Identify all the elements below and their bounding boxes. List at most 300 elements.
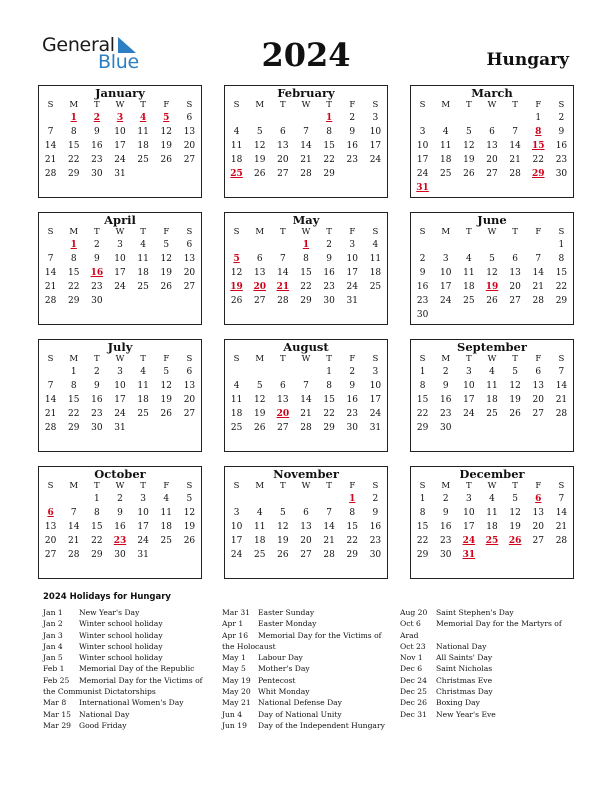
day-cell: 11 xyxy=(137,127,149,137)
day-cell: 1 xyxy=(70,367,77,377)
day-cell: 16 xyxy=(114,522,126,532)
weekday-header: T xyxy=(466,481,472,491)
week-row xyxy=(225,280,387,294)
holiday-item xyxy=(222,630,392,653)
day-cell: 23 xyxy=(439,409,452,419)
weekday-header: W xyxy=(115,100,125,110)
holiday-item xyxy=(222,652,392,663)
day-cell: 14 xyxy=(509,141,521,151)
day-cell: 5 xyxy=(186,494,193,504)
holiday-day-cell: 19 xyxy=(230,282,243,292)
week-row xyxy=(411,520,573,534)
empty-day-cell xyxy=(527,308,550,322)
day-cell: 4 xyxy=(140,240,146,250)
holiday-name: Winter school holiday xyxy=(79,641,163,651)
day-cell: 25 xyxy=(463,296,475,306)
day-cell: 7 xyxy=(558,367,565,377)
weekday-header: S xyxy=(419,354,426,364)
empty-day-cell xyxy=(248,238,271,252)
holiday-day-cell: 6 xyxy=(47,508,54,518)
empty-day-cell xyxy=(62,492,85,506)
holiday-item xyxy=(400,697,570,708)
day-cell: 23 xyxy=(91,282,103,292)
holiday-item xyxy=(43,663,213,674)
day-cell: 22 xyxy=(323,409,335,419)
holiday-name: All Saints' Day xyxy=(436,653,493,663)
weekday-header: T xyxy=(140,227,146,237)
weekday-header: W xyxy=(487,354,497,364)
weekday-header: F xyxy=(349,100,356,110)
week-row xyxy=(411,365,573,379)
day-cell: 19 xyxy=(463,155,475,165)
empty-day-cell xyxy=(504,238,527,252)
logo-text-general: General xyxy=(42,34,115,56)
week-row xyxy=(39,266,201,280)
empty-day-cell xyxy=(504,548,527,562)
day-cell: 27 xyxy=(509,296,521,306)
weekday-header: S xyxy=(419,481,426,491)
day-cell: 25 xyxy=(137,409,149,419)
week-row xyxy=(39,111,201,125)
week-row xyxy=(225,492,387,506)
weekday-header: S xyxy=(186,481,193,491)
holiday-date: Dec 31 xyxy=(400,709,427,719)
day-cell: 9 xyxy=(117,508,123,518)
week-row xyxy=(411,379,573,393)
day-cell: 14 xyxy=(44,395,57,405)
holiday-date: Feb 25 xyxy=(43,675,70,685)
holiday-day-cell: 25 xyxy=(485,536,499,546)
empty-day-cell xyxy=(480,421,503,435)
holiday-item xyxy=(43,630,213,641)
day-cell: 28 xyxy=(323,550,335,560)
empty-day-cell xyxy=(411,111,434,125)
holiday-date: May 19 xyxy=(222,675,251,685)
holiday-name: National Day xyxy=(436,641,487,651)
day-cell: 29 xyxy=(323,423,335,433)
day-cell: 16 xyxy=(416,282,429,292)
holiday-name: Memorial Day for the Victims of the Communist Dictatorships xyxy=(43,675,203,697)
day-cell: 10 xyxy=(463,381,475,391)
day-cell: 13 xyxy=(183,127,196,137)
day-cell: 28 xyxy=(532,296,544,306)
weekday-header: W xyxy=(115,227,125,237)
empty-day-cell xyxy=(550,421,573,435)
holiday-date: Dec 25 xyxy=(400,687,427,697)
holiday-date: May 20 xyxy=(222,687,251,697)
week-row xyxy=(39,548,201,562)
day-cell: 11 xyxy=(369,254,382,264)
weekday-header: W xyxy=(301,227,311,237)
day-cell: 27 xyxy=(277,169,289,179)
day-cell: 6 xyxy=(303,508,309,518)
day-cell: 25 xyxy=(253,550,266,560)
day-cell: 5 xyxy=(512,367,518,377)
empty-day-cell xyxy=(527,421,550,435)
holiday-day-cell: 31 xyxy=(416,183,429,193)
weekday-header: S xyxy=(372,354,379,364)
empty-day-cell xyxy=(39,238,62,252)
holiday-day-cell: 24 xyxy=(462,536,476,546)
day-cell: 25 xyxy=(369,282,382,292)
holiday-name: Winter school holiday xyxy=(79,630,163,640)
holiday-day-cell: 3 xyxy=(116,113,124,123)
day-cell: 14 xyxy=(532,268,544,278)
holiday-date: May 1 xyxy=(222,653,246,663)
day-cell: 4 xyxy=(233,381,240,391)
day-cell: 27 xyxy=(300,550,312,560)
day-cell: 15 xyxy=(67,268,80,278)
week-row xyxy=(225,111,387,125)
weekday-header: T xyxy=(326,481,332,491)
day-cell: 11 xyxy=(230,141,243,151)
day-cell: 12 xyxy=(253,395,266,405)
day-cell: 28 xyxy=(555,409,568,419)
month-title: August xyxy=(283,340,329,354)
month-march xyxy=(410,85,574,198)
day-cell: 27 xyxy=(486,169,498,179)
day-cell: 26 xyxy=(463,169,475,179)
weekday-header-row xyxy=(225,354,387,365)
day-cell: 17 xyxy=(230,536,243,546)
weekday-header: T xyxy=(140,100,146,110)
empty-day-cell xyxy=(504,181,527,195)
day-cell: 15 xyxy=(346,522,358,532)
empty-day-cell xyxy=(434,308,457,322)
day-cell: 11 xyxy=(486,381,498,391)
day-cell: 22 xyxy=(532,155,544,165)
day-cell: 24 xyxy=(114,282,126,292)
day-cell: 14 xyxy=(555,381,568,391)
weekday-header: M xyxy=(255,100,265,110)
day-cell: 14 xyxy=(300,395,312,405)
day-cell: 21 xyxy=(323,536,335,546)
week-row xyxy=(225,139,387,153)
day-cell: 20 xyxy=(532,395,544,405)
day-cell: 8 xyxy=(303,254,309,264)
empty-day-cell xyxy=(248,365,271,379)
day-cell: 15 xyxy=(416,395,429,405)
weekday-header: T xyxy=(326,100,332,110)
empty-day-cell xyxy=(39,492,62,506)
week-row xyxy=(39,153,201,167)
day-cell: 2 xyxy=(93,240,100,250)
weekday-header: T xyxy=(94,100,100,110)
day-cell: 8 xyxy=(558,254,565,264)
holiday-date: Mar 8 xyxy=(43,698,67,708)
day-cell: 10 xyxy=(114,381,126,391)
week-row xyxy=(411,294,573,308)
day-cell: 19 xyxy=(183,522,196,532)
day-cell: 17 xyxy=(114,141,126,151)
weekday-header: T xyxy=(512,227,518,237)
empty-day-cell xyxy=(527,181,550,195)
day-cell: 5 xyxy=(256,127,263,137)
day-cell: 29 xyxy=(91,550,103,560)
week-row xyxy=(225,393,387,407)
weekday-header: W xyxy=(487,227,497,237)
day-cell: 2 xyxy=(349,113,356,123)
holiday-day-cell: 31 xyxy=(462,550,476,560)
empty-day-cell xyxy=(248,492,271,506)
holiday-name: Memorial Day for the Martyrs of Arad xyxy=(400,619,562,640)
weekday-header: S xyxy=(233,354,240,364)
weekday-header-row xyxy=(225,481,387,492)
holiday-day-cell: 26 xyxy=(508,536,522,546)
empty-day-cell xyxy=(434,181,457,195)
day-cell: 26 xyxy=(253,423,266,433)
weekday-header: W xyxy=(115,481,125,491)
holiday-item xyxy=(400,652,570,663)
month-may xyxy=(224,212,388,325)
week-row xyxy=(411,266,573,280)
weekday-header-row xyxy=(411,354,573,365)
weekday-header: S xyxy=(186,100,193,110)
day-cell: 29 xyxy=(67,296,80,306)
week-row xyxy=(39,167,201,181)
holiday-day-cell: 2 xyxy=(93,113,100,123)
empty-day-cell xyxy=(271,365,294,379)
week-row xyxy=(411,548,573,562)
weekday-header: T xyxy=(280,354,286,364)
day-cell: 22 xyxy=(416,409,429,419)
holiday-date: Dec 26 xyxy=(400,698,427,708)
month-title: June xyxy=(477,213,507,227)
day-cell: 30 xyxy=(114,550,126,560)
day-cell: 16 xyxy=(369,522,382,532)
holiday-column xyxy=(222,607,392,731)
day-cell: 28 xyxy=(44,423,57,433)
week-row xyxy=(411,181,573,195)
weekday-header: F xyxy=(349,227,356,237)
holiday-list-section xyxy=(43,592,583,730)
weekday-header: T xyxy=(94,227,100,237)
holiday-day-cell: 25 xyxy=(230,169,243,179)
day-cell: 13 xyxy=(277,141,289,151)
weekday-header: T xyxy=(512,100,518,110)
holiday-day-cell: 29 xyxy=(532,169,545,179)
day-cell: 27 xyxy=(183,282,196,292)
day-cell: 24 xyxy=(346,282,358,292)
day-cell: 9 xyxy=(93,127,100,137)
day-cell: 1 xyxy=(419,367,426,377)
holiday-date: Oct 6 xyxy=(400,619,421,629)
weekday-header: S xyxy=(558,227,565,237)
day-cell: 7 xyxy=(535,254,542,264)
day-cell: 15 xyxy=(323,395,335,405)
weekday-header: F xyxy=(163,481,170,491)
day-cell: 18 xyxy=(160,522,172,532)
day-cell: 26 xyxy=(160,282,172,292)
holiday-day-cell: 1 xyxy=(70,113,77,123)
day-cell: 13 xyxy=(486,141,498,151)
day-cell: 8 xyxy=(419,508,426,518)
day-cell: 3 xyxy=(465,494,472,504)
empty-day-cell xyxy=(457,238,480,252)
holiday-date: Dec 6 xyxy=(400,664,423,674)
day-cell: 4 xyxy=(465,254,472,264)
day-cell: 20 xyxy=(486,155,498,165)
holiday-item xyxy=(43,618,213,629)
weekday-header: W xyxy=(301,100,311,110)
day-cell: 6 xyxy=(186,240,193,250)
day-cell: 26 xyxy=(509,409,521,419)
holiday-name: Memorial Day of the Republic xyxy=(79,664,195,674)
empty-day-cell xyxy=(504,308,527,322)
week-row xyxy=(225,167,387,181)
day-cell: 20 xyxy=(509,282,521,292)
day-cell: 4 xyxy=(372,240,379,250)
week-row xyxy=(39,139,201,153)
weekday-header-row xyxy=(39,227,201,238)
holiday-date: Jan 1 xyxy=(43,608,63,617)
week-row xyxy=(411,111,573,125)
week-row xyxy=(225,266,387,280)
month-february xyxy=(224,85,388,198)
day-cell: 21 xyxy=(44,282,57,292)
holiday-item xyxy=(222,709,392,720)
day-cell: 27 xyxy=(532,409,544,419)
empty-day-cell xyxy=(294,365,317,379)
empty-day-cell xyxy=(271,111,294,125)
month-october xyxy=(38,466,202,579)
empty-day-cell xyxy=(457,308,480,322)
weekday-header: F xyxy=(535,227,542,237)
day-cell: 24 xyxy=(439,296,452,306)
week-row xyxy=(225,548,387,562)
day-cell: 5 xyxy=(465,127,472,137)
day-cell: 12 xyxy=(253,141,266,151)
day-cell: 10 xyxy=(369,127,382,137)
day-cell: 13 xyxy=(44,522,57,532)
holiday-day-cell: 4 xyxy=(140,113,147,123)
holiday-day-cell: 1 xyxy=(70,240,77,250)
day-cell: 29 xyxy=(67,169,80,179)
empty-day-cell xyxy=(132,167,155,181)
weekday-header: F xyxy=(163,227,170,237)
day-cell: 13 xyxy=(532,381,544,391)
day-cell: 23 xyxy=(91,155,103,165)
holiday-item xyxy=(43,675,213,698)
month-january xyxy=(38,85,202,198)
day-cell: 7 xyxy=(558,494,565,504)
day-cell: 11 xyxy=(253,522,266,532)
day-cell: 9 xyxy=(326,254,332,264)
day-cell: 12 xyxy=(160,381,172,391)
week-row xyxy=(411,153,573,167)
day-cell: 11 xyxy=(137,254,149,264)
day-cell: 2 xyxy=(372,494,379,504)
day-cell: 29 xyxy=(416,423,429,433)
empty-day-cell xyxy=(434,111,457,125)
day-cell: 28 xyxy=(67,550,80,560)
day-cell: 8 xyxy=(326,127,332,137)
holiday-date: Jan 2 xyxy=(43,619,63,629)
day-cell: 10 xyxy=(439,268,452,278)
day-cell: 14 xyxy=(44,141,57,151)
day-cell: 26 xyxy=(183,536,196,546)
holiday-day-cell: 16 xyxy=(90,268,104,278)
day-cell: 9 xyxy=(419,268,426,278)
day-cell: 10 xyxy=(230,522,243,532)
day-cell: 3 xyxy=(465,367,472,377)
week-row xyxy=(225,294,387,308)
holiday-name: National Day xyxy=(79,709,130,719)
day-cell: 20 xyxy=(300,536,312,546)
weekday-header: F xyxy=(163,354,170,364)
day-cell: 28 xyxy=(277,296,289,306)
holiday-day-cell: 1 xyxy=(349,494,356,504)
day-cell: 11 xyxy=(137,381,149,391)
week-row xyxy=(225,252,387,266)
empty-day-cell xyxy=(364,294,387,308)
day-cell: 30 xyxy=(439,550,452,560)
day-cell: 11 xyxy=(486,508,498,518)
day-cell: 3 xyxy=(117,240,123,250)
holiday-day-cell: 19 xyxy=(485,282,499,292)
weekday-header: M xyxy=(69,227,79,237)
day-cell: 25 xyxy=(230,423,243,433)
day-cell: 24 xyxy=(369,155,382,165)
empty-day-cell xyxy=(132,294,155,308)
day-cell: 26 xyxy=(160,409,172,419)
month-title: September xyxy=(457,340,527,354)
day-cell: 13 xyxy=(183,381,196,391)
holiday-name: National Defense Day xyxy=(258,698,342,708)
day-cell: 15 xyxy=(67,141,80,151)
logo-text-blue: Blue xyxy=(98,51,139,73)
week-row xyxy=(225,407,387,421)
week-row xyxy=(411,534,573,548)
weekday-header: M xyxy=(255,481,265,491)
weekday-header: F xyxy=(535,100,542,110)
day-cell: 16 xyxy=(439,522,452,532)
day-cell: 12 xyxy=(277,522,289,532)
weekday-header: M xyxy=(441,227,451,237)
weekday-header: S xyxy=(372,481,379,491)
weekday-header: M xyxy=(441,481,451,491)
weekday-header-row xyxy=(225,227,387,238)
day-cell: 12 xyxy=(463,141,475,151)
holiday-name: New Year's Eve xyxy=(436,709,496,719)
day-cell: 12 xyxy=(160,127,172,137)
week-row xyxy=(39,534,201,548)
holiday-item xyxy=(43,641,213,652)
week-row xyxy=(39,238,201,252)
weekday-header: T xyxy=(466,100,472,110)
weekday-header: T xyxy=(280,100,286,110)
weekday-header: S xyxy=(419,100,426,110)
week-row xyxy=(411,238,573,252)
weekday-header: S xyxy=(47,354,54,364)
day-cell: 4 xyxy=(442,127,449,137)
weekday-header: S xyxy=(558,100,565,110)
holiday-item xyxy=(400,663,570,674)
day-cell: 12 xyxy=(509,381,521,391)
weekday-header: F xyxy=(349,354,356,364)
empty-day-cell xyxy=(132,421,155,435)
day-cell: 20 xyxy=(183,395,196,405)
day-cell: 31 xyxy=(369,423,382,433)
day-cell: 4 xyxy=(140,367,146,377)
day-cell: 19 xyxy=(253,155,266,165)
day-cell: 27 xyxy=(253,296,266,306)
holiday-name: Christmas Day xyxy=(436,687,493,697)
week-row xyxy=(39,492,201,506)
day-cell: 22 xyxy=(416,536,429,546)
week-row xyxy=(225,379,387,393)
day-cell: 18 xyxy=(486,395,498,405)
